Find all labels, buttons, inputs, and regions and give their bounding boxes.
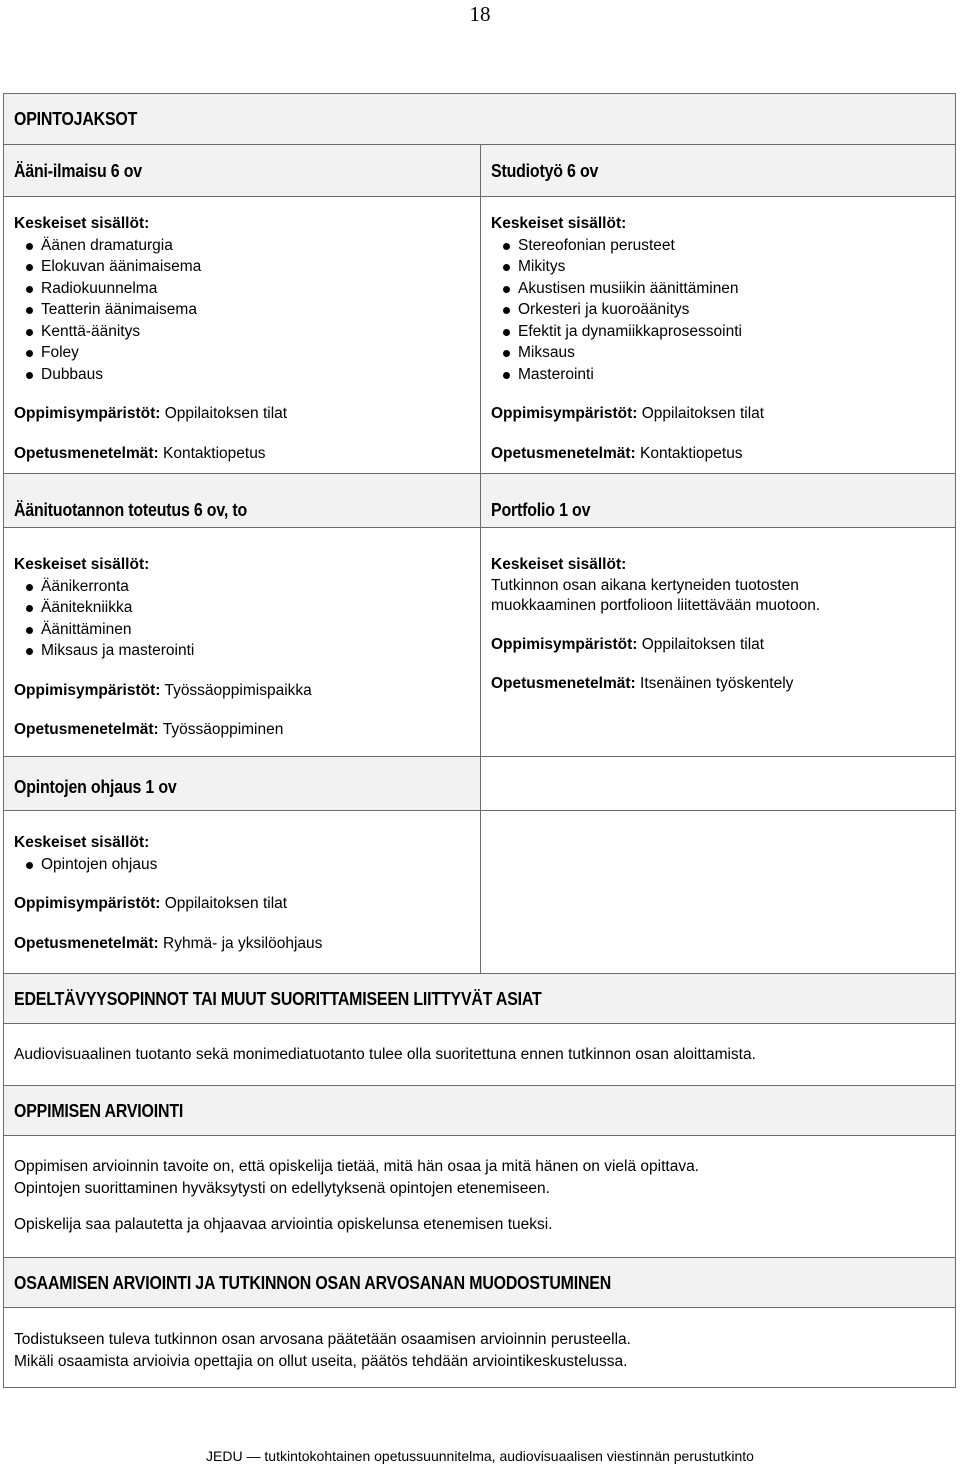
portfolio-text-1: Tutkinnon osan aikana kertyneiden tuotosten — [491, 576, 799, 594]
footer-dash: — — [246, 1448, 261, 1464]
keskeiset-label: Keskeiset sisällöt: — [14, 556, 150, 573]
keskeiset-label: Keskeiset sisällöt: — [14, 834, 150, 851]
opetusmenetelmat-line: Opetusmenetelmät: Kontaktiopetus — [14, 444, 266, 462]
ohjaus-list — [14, 854, 474, 876]
bullet-icon — [503, 286, 510, 293]
aani-ilmaisu-body — [14, 213, 474, 464]
arviointi-body — [14, 1156, 699, 1236]
aani-ilmaisu-list — [14, 235, 474, 386]
oppimisymparistot-line: Oppimisympäristöt: Oppilaitoksen tilat — [14, 405, 288, 422]
osaamisen-body — [14, 1329, 631, 1373]
oppimisymparistot-line: Oppimisympäristöt: Työssäoppimispaikka — [14, 681, 312, 699]
list-item: Efektit ja dynamiikkaprosessointi — [491, 321, 951, 343]
list-item: Äänitekniikka — [14, 597, 474, 619]
arviointi-title: OPPIMISEN ARVIOINTI — [14, 1100, 184, 1121]
page-footer — [0, 1448, 960, 1464]
bullet-icon — [503, 264, 510, 271]
opetusmenetelmat-line: Opetusmenetelmät: Kontaktiopetus — [491, 444, 743, 462]
bullet-icon — [26, 605, 33, 612]
opetusmenetelmat-line: Opetusmenetelmät: Työssäoppiminen — [14, 721, 284, 738]
list-item: Miksaus — [491, 342, 951, 364]
bullet-icon — [26, 329, 33, 336]
page-number: 18 — [469, 2, 491, 26]
column-divider — [480, 144, 481, 973]
oppimisymparistot-line: Oppimisympäristöt: Oppilaitoksen tilat — [491, 635, 765, 653]
studiotyo-list — [491, 235, 951, 386]
aanituotanto-body — [14, 554, 474, 741]
osaamisen-line-2: Mikäli osaamista arvioivia opettajia on ollut useita, päätös tehdään arviointikeskustelussa. — [14, 1353, 628, 1370]
keskeiset-label: Keskeiset sisällöt: — [14, 215, 150, 232]
divider — [4, 1135, 955, 1136]
studiotyo-title: Studiotyö 6 ov — [491, 160, 599, 181]
bullet-icon — [503, 307, 510, 314]
list-item: Äänen dramaturgia — [14, 235, 474, 257]
bullet-icon — [26, 627, 33, 634]
content-table — [3, 93, 956, 1388]
list-item: Kenttä-äänitys — [14, 321, 474, 343]
arviointi-line-1: Oppimisen arvioinnin tavoite on, että opiskelija tietää, mitä hän osaa ja mitä hänen on vielä opittava. — [14, 1158, 699, 1175]
list-item: Miksaus ja masterointi — [14, 640, 474, 662]
list-item: Stereofonian perusteet — [491, 235, 951, 257]
list-item: Äänikerronta — [14, 576, 474, 598]
keskeiset-label: Keskeiset sisällöt: — [491, 215, 627, 232]
footer-text: tutkintokohtainen opetussuunnitelma, audiovisuaalisen viestinnän perustutkinto — [264, 1448, 754, 1464]
keskeiset-label: Keskeiset sisällöt: — [491, 556, 627, 573]
aanituotanto-title: Äänituotannon toteutus 6 ov, to — [14, 499, 248, 520]
divider — [4, 973, 955, 974]
osaamisen-line-1: Todistukseen tuleva tutkinnon osan arvosana päätetään osaamisen arvioinnin perusteella. — [14, 1331, 631, 1348]
footer-brand: JEDU — [206, 1448, 243, 1464]
bullet-icon — [26, 286, 33, 293]
bullet-icon — [26, 307, 33, 314]
bullet-icon — [503, 329, 510, 336]
list-item: Dubbaus — [14, 364, 474, 386]
bullet-icon — [503, 350, 510, 357]
list-item: Teatterin äänimaisema — [14, 299, 474, 321]
portfolio-body — [491, 554, 951, 695]
list-item: Äänittäminen — [14, 619, 474, 641]
edeltavyys-text: Audiovisuaalinen tuotanto sekä monimediatuotanto tulee olla suoritettuna ennen tutkinnon osan aloittamista. — [14, 1046, 756, 1063]
edeltavyys-title: EDELTÄVYYSOPINNOT TAI MUUT SUORITTAMISEEN LIITTYVÄT ASIAT — [14, 988, 542, 1009]
arviointi-line-3: Opiskelija saa palautetta ja ohjaavaa arviointia opiskelunsa etenemisen tueksi. — [14, 1216, 553, 1233]
bullet-icon — [26, 350, 33, 357]
aanituotanto-list — [14, 576, 474, 662]
opintojaksot-title: OPINTOJAKSOT — [14, 108, 138, 129]
oppimisymparistot-line: Oppimisympäristöt: Oppilaitoksen tilat — [491, 405, 765, 422]
ohjaus-body — [14, 832, 474, 954]
bullet-icon — [503, 243, 510, 250]
bullet-icon — [26, 372, 33, 379]
list-item: Orkesteri ja kuoroäänitys — [491, 299, 951, 321]
list-item: Akustisen musiikin äänittäminen — [491, 278, 951, 300]
list-item: Masterointi — [491, 364, 951, 386]
divider — [4, 1307, 955, 1308]
divider — [4, 1257, 955, 1258]
osaamisen-title: OSAAMISEN ARVIOINTI JA TUTKINNON OSAN ARVOSANAN MUODOSTUMINEN — [14, 1272, 612, 1293]
portfolio-text-2: muokkaaminen portfolioon liitettävään muotoon. — [491, 596, 821, 614]
bullet-icon — [503, 372, 510, 379]
opetusmenetelmat-line: Opetusmenetelmät: Itsenäinen työskentely — [491, 675, 794, 692]
divider — [4, 1023, 955, 1024]
list-item: Opintojen ohjaus — [14, 854, 474, 876]
bullet-icon — [26, 264, 33, 271]
list-item: Foley — [14, 342, 474, 364]
opetusmenetelmat-line: Opetusmenetelmät: Ryhmä- ja yksilöohjaus — [14, 934, 323, 952]
ohjaus-title: Opintojen ohjaus 1 ov — [14, 776, 177, 797]
portfolio-title: Portfolio 1 ov — [491, 499, 591, 520]
list-item: Elokuvan äänimaisema — [14, 256, 474, 278]
list-item: Radiokuunnelma — [14, 278, 474, 300]
opintojaksot-header-bg — [4, 94, 955, 144]
bullet-icon — [26, 862, 33, 869]
aani-ilmaisu-title: Ääni-ilmaisu 6 ov — [14, 160, 142, 181]
oppimisymparistot-line: Oppimisympäristöt: Oppilaitoksen tilat — [14, 895, 288, 912]
bullet-icon — [26, 584, 33, 591]
studiotyo-body — [491, 213, 951, 464]
divider — [4, 1085, 955, 1086]
arviointi-line-2: Opintojen suorittaminen hyväksytysti on edellytyksenä opintojen etenemiseen. — [14, 1180, 550, 1197]
bullet-icon — [26, 648, 33, 655]
bullet-icon — [26, 243, 33, 250]
list-item: Mikitys — [491, 256, 951, 278]
